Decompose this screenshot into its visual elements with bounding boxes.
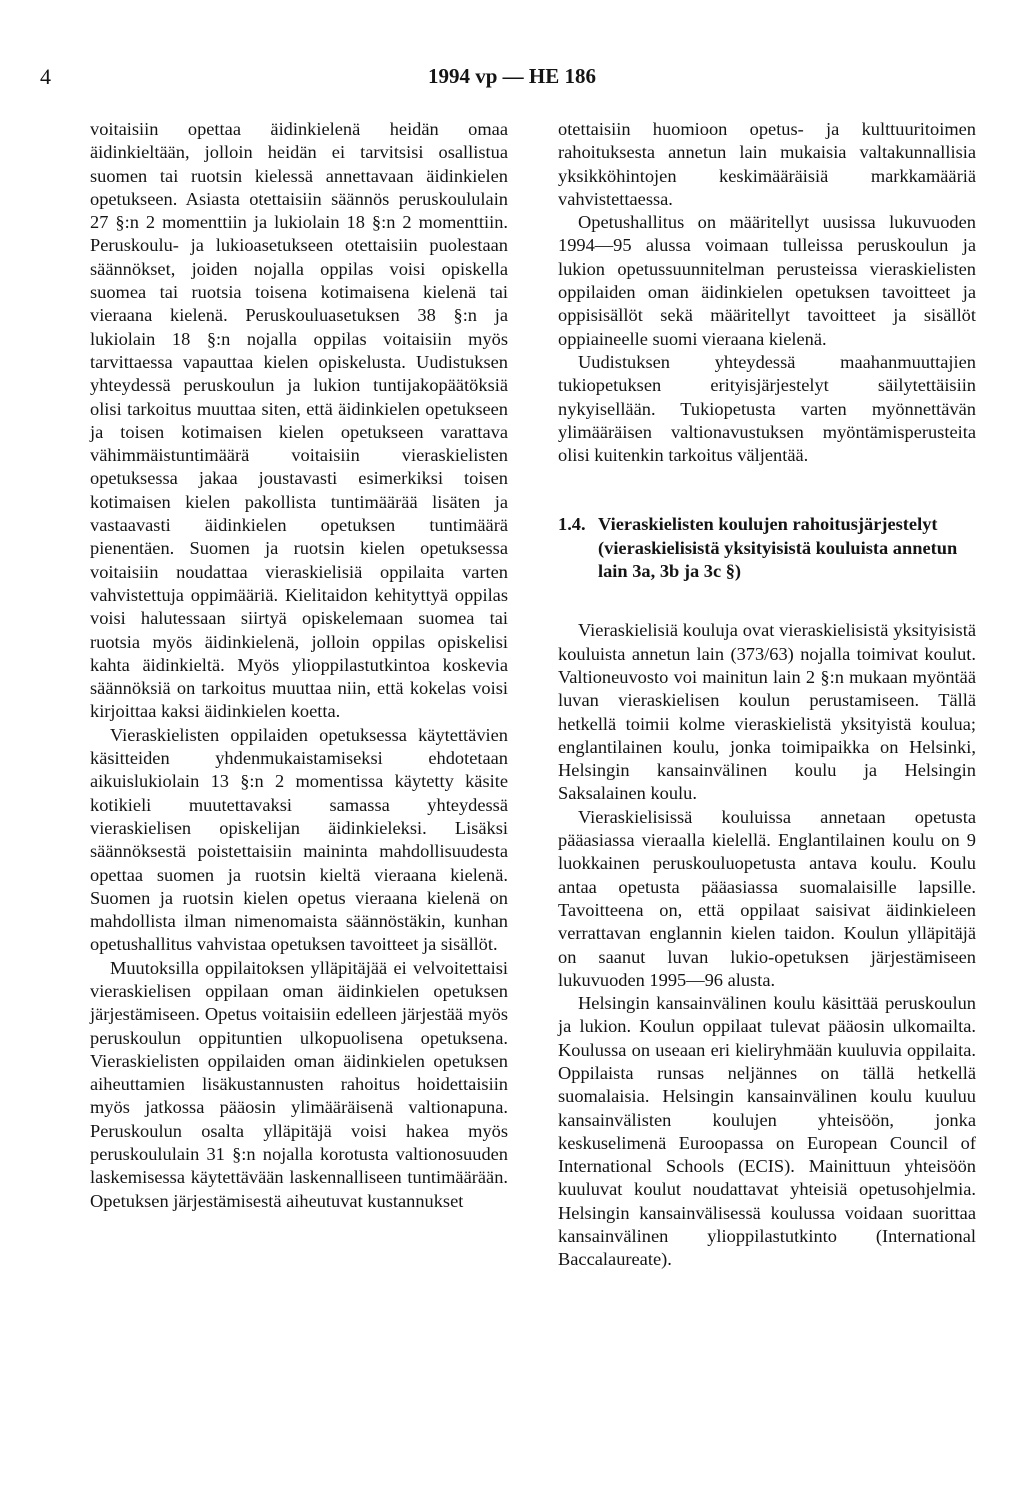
section-number: 1.4.	[558, 514, 586, 535]
left-column	[90, 118, 508, 1213]
running-head: 1994 vp — HE 186	[427, 64, 597, 88]
body-paragraph: Uudistuksen yhteydessä maahanmuuttajien tukiopetuksen erityisjärjestelyt säilytettäisiin nykyisellään. Tukiopetusta varten myönnettävän ylimääräisen valtionavustuksen myöntämisperusteita olisi kuitenkin tarkoitus väljentää.	[558, 351, 976, 466]
page-header	[0, 62, 1024, 92]
body-paragraph: Muutoksilla oppilaitoksen ylläpitäjää ei velvoitettaisi vieraskielisen oppilaan oman äidinkielen opetuksen järjestämiseen. Opetus voitaisiin edelleen järjestää myös peruskoulun oppituntien ulkopuolisena opetuksena. Vieraskielisten oppilaiden oman äidinkielen opetuksen aiheuttamien lisäkustannusten rahoitus hoidettaisiin myös jatkossa pääosin ylimääräisenä valtionapuna. Peruskoulun osalta ylläpitäjä voisi hakea myös peruskoululain 31 §:n nojalla korotusta valtionosuuden laskemisessa käytettävään laskennalliseen tuntimäärään. Opetuksen järjestämisestä aiheutuvat kustannukset	[90, 957, 508, 1211]
body-paragraph: voitaisiin opettaa äidinkielenä heidän omaa äidinkieltään, jolloin heidän ei tarvitsisi osallistua suomen tai ruotsin kielessä annettavaan äidinkielen opetukseen. Asiasta otettaisiin säännös peruskoululain 27 §:n 2 momenttiin ja lukiolain 18 §:n 2 momenttiin. Peruskoulu- ja lukioasetukseen otettaisiin puolestaan säännökset, joiden nojalla oppilas voisi opiskella suomea tai ruotsia toisena kotimaisena kielenä tai vieraana kielenä. Peruskouluasetuksen 38 §:n ja lukiolain 18 §:n nojalla oppilas voitaisiin myös tarvittaessa vapauttaa kielen opiskelusta. Uudistuksen yhteydessä peruskoulun ja lukion tuntijakopäätöksiä olisi tarkoitus muuttaa siten, että äidinkielen opetukseen ja toisen kotimaisen kielen opetukseen varattava vähimmäistuntimäärä voitaisiin vieraskielisten opetuksessa jakaa joustavasti esimerkiksi toisen kotimaisen kielen pakollista tuntimäärää lisäten ja vastaavasti äidinkielen opetuksen tuntimäärä pienentäen. Suomen ja ruotsin kielen opetuksessa voitaisiin noudattaa vieraskielisiä oppilaita varten vahvistettuja oppimääriä. Kielitaidon kehityttyä oppilas voisi halutessaan siirtyä opiskelemaan suomea tai ruotsia myös äidinkielenä, jolloin oppilas opiskelisi kahta äidinkieltä. Myös ylioppilastutkintoa koskevia säännöksiä on tarkoitus muuttaa niin, että kokelas voisi kirjoittaa kaksi äidinkielen koetta.	[90, 119, 508, 722]
body-paragraph: otettaisiin huomioon opetus- ja kulttuuritoimen rahoituksesta annetun lain mukaisia valtakunnallisia yksikköhintojen keskimääräisiä markkamääriä vahvistettaessa.	[558, 119, 976, 209]
section-heading	[558, 513, 976, 583]
body-paragraph: Vieraskielisissä kouluissa annetaan opetusta pääasiassa vieraalla kielellä. Englantilainen koulu on 9 luokkainen peruskouluopetusta antava koulu. Koulu antaa opetusta pääasiassa suomalaisille lapsille. Tavoitteena on, että oppilaat saisivat äidinkieleen verrattavan englannin kielen taidon. Koulun ylläpitäjä on saanut luvan lukio-opetuksen järjestämiseen lukuvuoden 1995—96 alusta.	[558, 806, 976, 990]
body-paragraph: Vieraskielisten oppilaiden opetuksessa käytettävien käsitteiden yhdenmukaistamiseksi ehdotetaan aikuislukiolain 13 §:n 2 momentissa käytetty käsite kotikieli muutettavaksi samassa yhteydessä vieraskielisen opiskelijan äidinkieleksi. Lisäksi säännöksestä poistettaisiin maininta mahdollisuudesta opettaa suomen ja ruotsin kieltä vieraana kielenä. Suomen ja ruotsin kielen opetus vieraana kielenä on mahdollista ilman nimenomaista säännöstäkin, kunhan opetushallitus vahvistaa opetuksen tavoitteet ja sisällöt.	[90, 724, 508, 955]
right-column	[558, 118, 976, 1272]
section-title: Vieraskielisten koulujen rahoitusjärjestelyt (vieraskielisistä yksityisistä kouluista annetun lain 3a, 3b ja 3c §)	[598, 514, 958, 582]
body-paragraph: Opetushallitus on määritellyt uusissa lukuvuoden 1994—95 alussa voimaan tulleissa peruskoulun ja lukion opetussuunnitelman perusteissa vieraskielisten oppilaiden oman äidinkielen opetuksen tavoitteet ja oppisisällöt sekä määritellyt tavoitteet ja sisällöt oppiaineelle suomi vieraana kielenä.	[558, 212, 976, 349]
body-paragraph: Vieraskielisiä kouluja ovat vieraskielisistä yksityisistä kouluista annetun lain (373/63) nojalla toimivat koulut. Valtioneuvosto voi mainitun lain 2 §:n mukaan myöntää luvan vieraskielisen koulun perustamiseen. Tällä hetkellä toimii kolme vieraskielistä yksityistä koulua; englantilainen koulu, jonka toimipaikka on Helsinki, Helsingin kansainvälinen koulu ja Helsingin Saksalainen koulu.	[558, 620, 976, 804]
page-number: 4	[40, 64, 51, 89]
body-paragraph: Helsingin kansainvälinen koulu käsittää peruskoulun ja lukion. Koulun oppilaat tulevat pääosin ulkomailta. Koulussa on useaan eri kieliryhmään kuuluvia oppilaita. Oppilaista runsas neljännes on tällä hetkellä suomalaisia. Helsingin kansainvälinen koulu kuuluu kansainvälisten koulujen yhteisöön, jonka keskuselimenä Euroopassa on European Council of International Schools (ECIS). Mainittuun yhteisöön kuuluvat koulut noudattavat yhteisiä opetusohjelmia. Helsingin kansainvälisessä koulussa voidaan suorittaa kansainvälinen ylioppilastutkinto (International Baccalaureate).	[558, 993, 976, 1270]
